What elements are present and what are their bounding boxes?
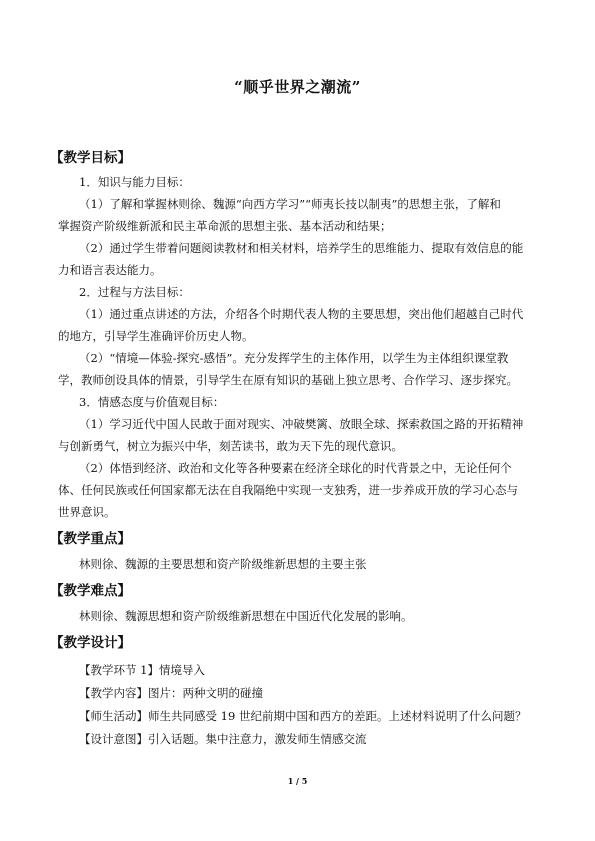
page-number: 1 / 5: [287, 776, 308, 786]
goals-line: （1）通过重点讲述的方法，介绍各个时期代表人物的主要思想，突出他们超越自己时代: [79, 307, 524, 321]
goals-line: （1）了解和掌握林则徐、魏源“向西方学习”“师夷长技以制夷”的思想主张，了解和: [79, 197, 501, 211]
goals-line: 1．知识与能力目标：: [79, 175, 190, 189]
goals-line: 体、任何民族或任何国家都无法在自我隔绝中实现一支独秀，进一步养成开放的学习心态与: [58, 483, 518, 497]
section-heading-key-points: 【教学重点】: [50, 531, 131, 547]
section-heading-design: 【教学设计】: [50, 635, 131, 651]
design-line: 【教学环节 1】情境导入: [79, 663, 205, 677]
goals-line: 学，教师创设具体的情景，引导学生在原有知识的基础上独立思考、合作学习、逐步探究。: [58, 373, 518, 387]
page-title: “顺乎世界之潮流”: [234, 78, 361, 96]
goals-line: （2）“情境—体验-探究-感悟”。充分发挥学生的主体作用，以学生为主体组织课堂教: [79, 351, 509, 365]
design-line: 【教学内容】图片：两种文明的碰撞: [79, 686, 263, 700]
design-line: 【师生活动】师生共同感受 19 世纪前期中国和西方的差距。上述材料说明了什么问题？: [79, 709, 527, 723]
design-line: 【设计意图】引入话题。集中注意力，激发师生情感交流: [79, 732, 367, 746]
goals-line: 世界意识。: [58, 505, 116, 519]
goals-line: 掌握资产阶级维新派和民主革命派的思想主张、基本活动和结果；: [58, 219, 392, 233]
goals-line: 2．过程与方法目标：: [79, 285, 190, 299]
goals-line: 3．情感态度与价值观目标：: [79, 395, 225, 409]
section-heading-difficulties: 【教学难点】: [50, 583, 131, 599]
goals-line: 力和语言表达能力。: [58, 263, 162, 277]
difficulties-text: 林则徐、魏源思想和资产阶级维新思想在中国近代化发展的影响。: [79, 609, 413, 623]
goals-line: （1）学习近代中国人民敢于面对现实、冲破樊篱、放眼全球、探索救国之路的开拓精神: [79, 417, 524, 431]
section-heading-goals: 【教学目标】: [50, 150, 131, 166]
goals-line: （2）通过学生带着问题阅读教材和相关材料，培养学生的思维能力、提取有效信息的能: [79, 241, 524, 255]
goals-line: 的地方，引导学生准确评价历史人物。: [58, 329, 254, 343]
goals-line: 与创新勇气，树立为振兴中华，刻苦读书，敢为天下先的现代意识。: [58, 439, 403, 453]
goals-line: （2）体悟到经济、政治和文化等各种要素在经济全球化的时代背景之中，无论任何个: [79, 461, 512, 475]
key-points-text: 林则徐、魏源的主要思想和资产阶级维新思想的主要主张: [79, 557, 367, 571]
